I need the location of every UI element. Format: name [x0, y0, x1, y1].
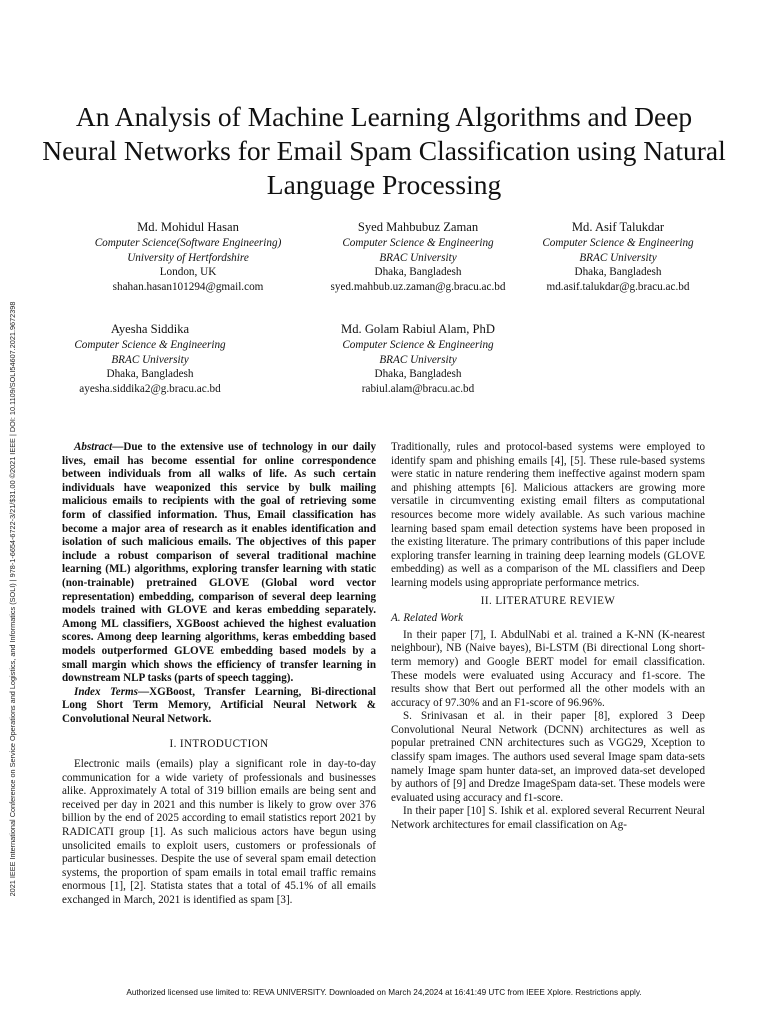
- literature-paragraph: In their paper [7], I. AbdulNabi et al. trained a K-NN (K-nearest neighbour), NB (Naive bayes), Bi-LSTM (Bi directional Long short-term memory) and Google BERT model for email classification. These models were evaluated using Accuracy and f1-score. The results show that Bert out performed all the other models with an accuracy of 97.30% and an F1-score of 96.96%.: [391, 628, 705, 709]
- right-column: [391, 441, 705, 833]
- author-department: Computer Science(Software Engineering): [94, 237, 282, 249]
- footer-license-notice: Authorized licensed use limited to: REVA UNIVERSITY. Downloaded on March 24,2024 at 16:41:49 UTC from IEEE Xplore. Restrictions apply.: [126, 988, 642, 997]
- author-organization: University of Hertfordshire: [127, 251, 249, 264]
- author-name: Md. Asif Talukdar: [571, 220, 665, 234]
- author-block-5: [310, 321, 526, 396]
- author-location: Dhaka, Bangladesh: [106, 368, 194, 381]
- literature-paragraph: S. Srinivasan et al. in their paper [8], explored 3 Deep Convolutional Neural Network (DCNN) architectures as well as popular pretrained CNN architectures such as VGG29, Xception to classify spam images. The authors used several Image spam data-sets namely Image spam hunter data-set, an improved data-set developed by authors of [9] and Dredze ImageSpam data-set. These models were evaluated using accuracy and f1-score.: [391, 710, 705, 804]
- author-organization: BRAC University: [379, 353, 457, 366]
- related-work-heading: A. Related Work: [391, 612, 463, 625]
- left-column: [62, 441, 376, 908]
- author-name: Md. Mohidul Hasan: [137, 220, 239, 234]
- publication-info-text: 2021 IEEE International Conference on Service Operations and Logistics, and Informatics (SOLI) | 978-1-6654-6722-3/21/$31.00 ©2021 IEEE | DOI: 10.1109/SOLI54607.2021.9672398: [8, 301, 17, 897]
- author-location: Dhaka, Bangladesh: [374, 368, 462, 381]
- author-department: Computer Science & Engineering: [342, 237, 494, 249]
- introduction-heading: I. INTRODUCTION: [169, 738, 269, 751]
- index-terms-text: —XGBoost, Transfer Learning, Bi-directional Long Short Term Memory, Artificial Neural Network & Convolutional Neural Network.: [62, 685, 376, 725]
- author-location: Dhaka, Bangladesh: [374, 266, 462, 279]
- author-department: Computer Science & Engineering: [542, 237, 694, 249]
- index-terms: [62, 686, 376, 727]
- author-location: Dhaka, Bangladesh: [574, 266, 662, 279]
- abstract: [62, 441, 376, 686]
- author-location: London, UK: [159, 266, 217, 279]
- literature-review-heading: II. LITERATURE REVIEW: [480, 594, 616, 607]
- author-block-2: [300, 219, 536, 294]
- introduction-continuation: Traditionally, rules and protocol-based systems were employed to identify spam and phishing emails [4], [5]. These rule-based systems were static in nature rendering them ineffective against modern spam and phishing attempts [6]. Malicious attackers are growing more versatile in circumventing existing email filters as computational resources become more widely available. As such various machine learning based spam email detection systems have been proposed in the existing literature. The primary contributions of this paper include exploring transfer learning in training deep learning models (GLOVE embedding) as well as a comparison of the ML classifiers and Deep learning models using appropriate performance metrics.: [391, 441, 705, 589]
- author-block-1: [52, 219, 324, 294]
- paper-title: An Analysis of Machine Learning Algorithms and Deep Neural Networks for Email Spam Classification using Natural Language Processing: [42, 101, 726, 200]
- author-email: syed.mahbub.uz.zaman@g.bracu.ac.bd: [330, 280, 506, 293]
- author-email: shahan.hasan101294@gmail.com: [112, 280, 264, 293]
- author-name: Md. Golam Rabiul Alam, PhD: [341, 322, 495, 336]
- author-email: ayesha.siddika2@g.bracu.ac.bd: [79, 382, 221, 395]
- author-department: Computer Science & Engineering: [342, 339, 494, 351]
- author-block-4: [52, 321, 248, 396]
- author-name: Syed Mahbubuz Zaman: [357, 220, 479, 234]
- introduction-paragraph: Electronic mails (emails) play a significant role in day-to-day communication for a wide variety of professionals and businesses alike. Approximately A total of 319 billion emails are being sent and received per day in 2021 and this number is likely to grow over 376 billion by the end of 2025 according to email statistics report 2021 by RADICATI group [1]. As such malicious actors have begun using unsolicited emails to exploit users, customers or professionals of particular businesses. Despite the use of several spam email detection systems, the proportion of spam emails in total email traffic remains enormous [1], [2]. Statista states that a total of 45.1% of all emails exchanged in March, 2021 is identified as spam [3].: [62, 758, 376, 906]
- publication-sidebar: [8, 238, 20, 960]
- literature-paragraph: In their paper [10] S. Ishik et al. explored several Recurrent Neural Network architectures for email classification on Ag-: [391, 805, 705, 832]
- author-organization: BRAC University: [379, 251, 457, 264]
- abstract-text: —Due to the extensive use of technology in our daily lives, email has become essential for online correspondence between individuals from all walks of life. As such certain individuals have weaponized this service by bulk mailing malicious emails to recipients with the goal of retrieving some form of classified information. Thus, Email classification has become a major area of research as it enables identification and isolation of such malicious emails. The objectives of this paper include a robust comparison of several traditional machine learning (ML) algorithms, exploring transfer learning with static (non-trainable) pretrained GLOVE (Global word vector representation) embedding, comparison of several deep learning models trained with GLOVE and keras embedding separately. Among ML classifiers, XGBoost achieved the highest evaluation scores. Among deep learning algorithms, keras embedding based models outperformed GLOVE embedding based models by a small margin which shows the efficiency of transfer learning in downstream NLP tasks (parts of speech tagging).: [62, 441, 376, 685]
- author-email: md.asif.talukdar@g.bracu.ac.bd: [546, 280, 690, 293]
- author-name: Ayesha Siddika: [110, 322, 190, 336]
- author-organization: BRAC University: [111, 353, 189, 366]
- author-email: rabiul.alam@bracu.ac.bd: [361, 382, 475, 395]
- author-department: Computer Science & Engineering: [74, 339, 226, 351]
- index-terms-label: Index Terms: [74, 685, 138, 698]
- abstract-label: Abstract: [74, 441, 113, 453]
- author-block-3: [520, 219, 716, 294]
- author-organization: BRAC University: [579, 251, 657, 264]
